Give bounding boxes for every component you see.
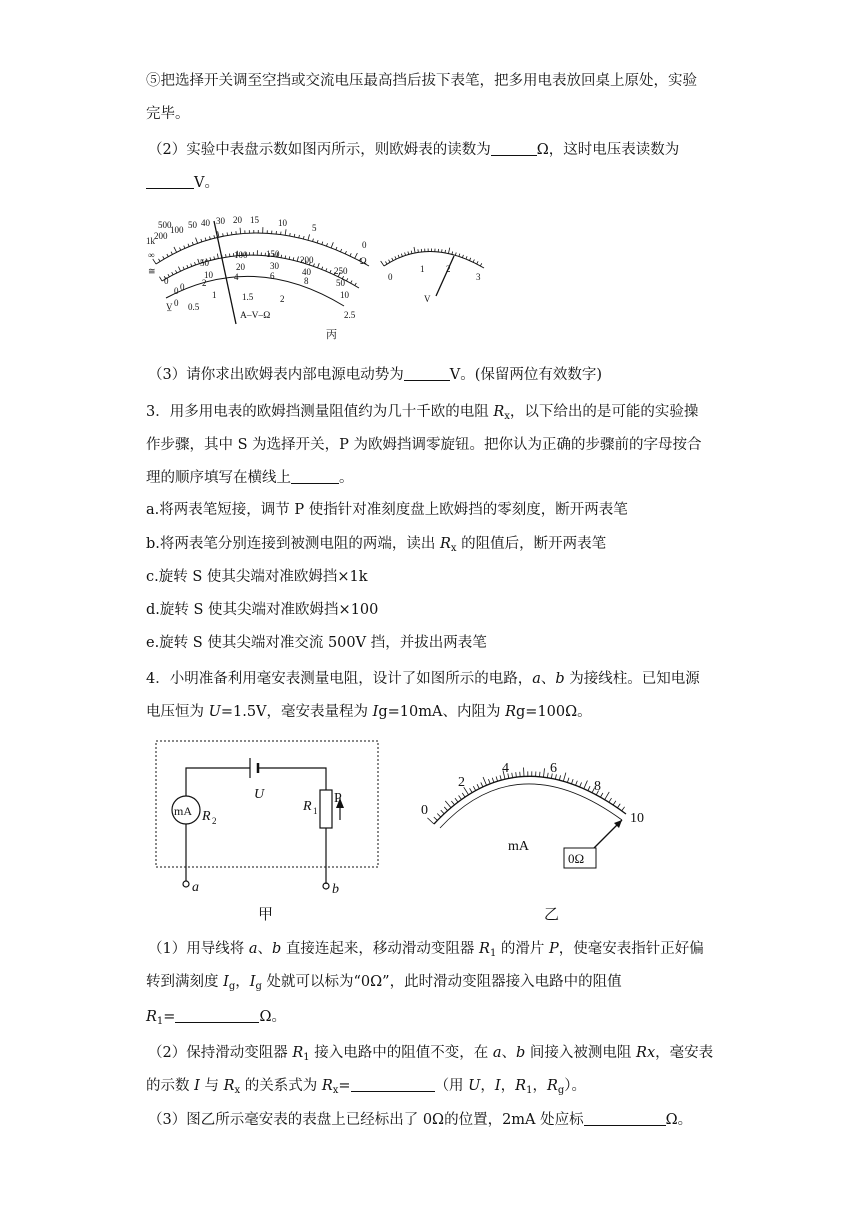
answer-blank-emf[interactable] bbox=[404, 366, 450, 381]
ohm-label: 15 bbox=[250, 215, 259, 225]
scale-tick bbox=[405, 253, 406, 256]
scale-tick bbox=[322, 242, 323, 245]
scale-tick bbox=[178, 267, 180, 272]
zero-ohm-label: 0Ω bbox=[568, 851, 585, 866]
ac-mark: ≅ bbox=[148, 266, 156, 276]
ma-scale-label: 4 bbox=[502, 761, 509, 776]
scale-tick bbox=[584, 781, 588, 789]
r1-sub: 1 bbox=[313, 806, 318, 816]
scale-tick bbox=[345, 251, 346, 254]
volt-label: 0 bbox=[388, 272, 393, 282]
dc-label: 200 bbox=[300, 255, 314, 265]
figure-bing-meter bbox=[144, 206, 504, 344]
answer-blank-rx-formula[interactable] bbox=[351, 1077, 435, 1092]
ohm-scale-arc bbox=[156, 233, 369, 266]
scale-tick bbox=[567, 778, 569, 783]
scale-tick bbox=[576, 781, 578, 786]
meter-needle bbox=[214, 221, 236, 324]
scale-tick bbox=[395, 256, 396, 259]
scale-tick bbox=[294, 234, 295, 237]
q3-line3: 理的顺序填写在横线上 。 bbox=[146, 470, 354, 486]
scale-tick bbox=[617, 804, 620, 808]
mid-label: 10 bbox=[340, 290, 349, 300]
scale-tick bbox=[500, 775, 501, 780]
scale-tick bbox=[214, 235, 215, 238]
scale-tick bbox=[588, 786, 590, 791]
ohm-label: 0 bbox=[362, 240, 367, 250]
scale-tick bbox=[609, 798, 612, 802]
scale-tick bbox=[183, 267, 184, 270]
scale-tick bbox=[408, 252, 409, 255]
scale-tick bbox=[459, 795, 462, 799]
dc-label: 0 bbox=[164, 276, 169, 286]
figure-caption-jia: 甲 bbox=[258, 907, 274, 923]
dc-label-2: 50 bbox=[336, 278, 345, 288]
scale-tick bbox=[201, 239, 202, 242]
dc-label-2: 0 bbox=[174, 286, 179, 296]
figure-caption-yi: 乙 bbox=[544, 907, 560, 923]
q2-question: （2）实验中表盘示数如图丙所示，则欧姆表的读数为 Ω，这时电压表读数为 bbox=[148, 142, 680, 158]
scale-tick bbox=[171, 252, 172, 255]
ohm-label: 40 bbox=[201, 218, 210, 228]
volt-unit: V bbox=[424, 294, 431, 304]
q3-option-c: c.旋转 S 使其尖端对准欧姆挡×1k bbox=[146, 569, 368, 585]
a-label: a bbox=[192, 880, 199, 895]
scale-tick bbox=[401, 254, 402, 257]
q3-option-d: d.旋转 S 使其尖端对准欧姆挡×100 bbox=[146, 602, 379, 618]
scale-tick bbox=[350, 253, 351, 256]
scale-tick bbox=[448, 248, 449, 254]
ohm-label: 200 bbox=[154, 231, 168, 241]
q4-part3: （3）图乙所示毫安表的表盘上已经标出了 0Ω的位置，2mA 处应标 Ω。 bbox=[148, 1112, 693, 1128]
mid-label: 8 bbox=[304, 276, 309, 286]
scale-tick bbox=[437, 813, 440, 817]
scale-tick bbox=[336, 247, 337, 250]
ohm-label: 50 bbox=[188, 220, 197, 230]
q3-line1: 3．用多用电表的欧姆挡测量阻值约为几十千欧的电阻 $R_x$，以下给出的是可能的实验操 bbox=[146, 404, 699, 422]
scale-tick bbox=[351, 281, 352, 284]
scale-tick bbox=[355, 253, 358, 258]
scale-tick bbox=[451, 801, 454, 805]
scale-tick bbox=[214, 256, 215, 259]
scale-tick bbox=[466, 256, 467, 259]
scale-tick bbox=[210, 236, 211, 239]
scale-tick bbox=[172, 272, 173, 275]
r2-label: R bbox=[202, 809, 211, 824]
volt-label: 3 bbox=[476, 272, 481, 282]
ma-scale-label: 8 bbox=[594, 779, 601, 794]
scale-tick bbox=[205, 238, 206, 241]
scale-tick bbox=[459, 254, 460, 257]
scale-tick bbox=[392, 258, 393, 261]
scale-tick bbox=[299, 235, 300, 238]
scale-tick bbox=[483, 777, 487, 785]
scale-tick bbox=[217, 254, 218, 259]
scale-tick bbox=[477, 261, 478, 264]
scale-tick bbox=[441, 810, 444, 814]
ohm-label: 1k bbox=[146, 236, 155, 246]
scale-tick bbox=[473, 260, 474, 263]
scale-tick bbox=[355, 283, 356, 286]
scale-tick bbox=[285, 229, 286, 235]
scale-tick bbox=[195, 262, 196, 265]
volt-label: 1 bbox=[420, 264, 425, 274]
scale-tick bbox=[455, 798, 458, 802]
ohm-label: 20 bbox=[233, 215, 242, 225]
ohm-label: 30 bbox=[216, 216, 225, 226]
scale-tick bbox=[281, 255, 282, 258]
scale-tick bbox=[480, 263, 481, 266]
answer-blank-order[interactable] bbox=[291, 469, 339, 484]
ma-scale-label: 0 bbox=[421, 803, 428, 818]
ma-scale-label: 10 bbox=[630, 811, 644, 826]
scale-tick bbox=[326, 243, 327, 246]
volt-needle bbox=[436, 256, 454, 296]
step5-line2: 完毕。 bbox=[146, 106, 190, 122]
dc-label-2: 40 bbox=[302, 267, 311, 277]
scale-tick bbox=[492, 778, 494, 783]
scale-tick bbox=[290, 233, 291, 236]
answer-blank-volt[interactable] bbox=[146, 174, 194, 189]
scale-tick bbox=[313, 239, 314, 242]
wire-left-top bbox=[186, 768, 250, 796]
scale-tick bbox=[571, 779, 573, 784]
scale-tick bbox=[605, 792, 610, 800]
scale-tick bbox=[563, 773, 565, 782]
mid-label: 6 bbox=[270, 271, 275, 281]
scale-tick bbox=[445, 250, 446, 253]
terminal-a bbox=[183, 881, 189, 887]
scale-tick bbox=[163, 256, 165, 259]
scale-tick bbox=[477, 784, 479, 788]
dc-mark: V̲ bbox=[166, 302, 173, 312]
scale-tick bbox=[462, 793, 465, 797]
scale-tick bbox=[191, 264, 192, 267]
scale-tick bbox=[240, 228, 241, 234]
dc-label: 100 bbox=[234, 250, 248, 260]
q4-part1-line1: （1）用导线将 a、b 直接连起来，移动滑动变阻器 $R_1$ 的滑片 P，使毫安表指针正好偏 bbox=[148, 941, 704, 959]
scale-tick bbox=[297, 256, 298, 261]
ac-label: 2.5 bbox=[344, 310, 356, 320]
infinity-mark: ∞ bbox=[148, 250, 155, 260]
scale-tick bbox=[470, 788, 473, 792]
scale-tick bbox=[452, 251, 453, 254]
ac-label: 1.5 bbox=[242, 292, 254, 302]
scale-tick bbox=[488, 779, 490, 784]
scale-tick bbox=[381, 261, 384, 266]
scale-tick bbox=[159, 259, 161, 262]
b-label: b bbox=[332, 882, 339, 897]
scale-tick bbox=[496, 776, 497, 781]
ac-label: 1 bbox=[212, 290, 217, 300]
scale-tick bbox=[341, 249, 342, 252]
scale-tick bbox=[473, 786, 475, 790]
figure-yi-milliammeter bbox=[418, 752, 658, 924]
ac-label: 2 bbox=[280, 294, 285, 304]
q2-part3: （3）请你求出欧姆表内部电源电动势为 V。(保留两位有效数字) bbox=[148, 367, 603, 383]
ohm-label: 100 bbox=[170, 225, 184, 235]
ma-scale-label: 6 bbox=[550, 761, 557, 776]
q3-option-b: b.将两表笔分别连接到被测电阻的两端，读出 $R_x$ 的阻值后，断开两表笔 bbox=[146, 536, 607, 554]
scale-tick bbox=[481, 782, 483, 787]
scale-tick bbox=[159, 277, 162, 281]
scale-tick bbox=[184, 246, 185, 249]
scale-tick bbox=[179, 248, 180, 251]
q4-part1-line3: $R_1= \Omega$。 bbox=[146, 1009, 286, 1027]
scale-tick bbox=[308, 234, 310, 240]
scale-tick bbox=[346, 278, 347, 281]
dc-scale-arc bbox=[162, 255, 359, 288]
scale-tick bbox=[223, 233, 224, 236]
q4-line2: 电压恒为 U=1.5V，毫安表量程为 Ig=10mA、内阻为 Rg=100Ω。 bbox=[146, 704, 592, 720]
dc-label: 50 bbox=[200, 258, 209, 268]
u-label: U bbox=[254, 787, 265, 802]
scale-tick bbox=[516, 772, 517, 777]
scale-tick bbox=[444, 807, 447, 811]
ohm-symbol: Ω bbox=[360, 256, 367, 266]
scale-tick bbox=[559, 775, 560, 780]
scale-tick bbox=[330, 270, 331, 273]
scale-tick bbox=[227, 232, 228, 235]
scale-tick bbox=[462, 255, 463, 258]
scale-tick bbox=[175, 270, 176, 273]
q3-line2: 作步骤，其中 S 为选择开关，P 为欧姆挡调零旋钮。把你认为正确的步骤前的字母按合 bbox=[146, 437, 702, 453]
q4-part2-line1: （2）保持滑动变阻器 $R_1$ 接入电路中的阻值不变，在 a、b 间接入被测电阻 Rx，毫安表 bbox=[148, 1045, 714, 1063]
q4-part1-line2: 转到满刻度 $I_g$，$I_g$ 处就可以标为“0Ω”，此时滑动变阻器接入电路中的阻值 bbox=[146, 974, 622, 992]
scale-tick bbox=[210, 257, 211, 260]
ma-label: mA bbox=[174, 804, 192, 818]
scale-tick bbox=[427, 818, 434, 824]
volt-scale-arc bbox=[384, 251, 484, 268]
answer-blank-r1[interactable] bbox=[175, 1008, 259, 1023]
scale-tick bbox=[222, 255, 223, 258]
scale-tick bbox=[192, 242, 193, 245]
rheostat-R1 bbox=[320, 790, 332, 828]
dc-label: 150 bbox=[266, 249, 280, 259]
scale-tick bbox=[289, 256, 290, 259]
scale-tick bbox=[580, 782, 582, 787]
q4-part2-line2: 的示数 I 与 $R_x$ 的关系式为 $R_x=$ （用 U，I，$R_1$，$R_g$）。 bbox=[146, 1078, 587, 1096]
q3-option-a: a.将两表笔短接，调节 P 使指针对准刻度盘上欧姆挡的零刻度，断开两表笔 bbox=[146, 502, 628, 518]
scale-tick bbox=[389, 260, 390, 263]
dc-label-2: 30 bbox=[270, 261, 279, 271]
scale-tick bbox=[188, 244, 189, 247]
ma-unit-label: mA bbox=[508, 839, 529, 854]
ohm-label: 500 bbox=[158, 220, 172, 230]
r2-sub: 2 bbox=[212, 816, 217, 826]
scale-tick bbox=[313, 264, 314, 267]
scale-tick bbox=[398, 255, 399, 258]
ac-label: 0 bbox=[174, 298, 179, 308]
scale-tick bbox=[196, 238, 198, 244]
scale-tick bbox=[512, 773, 513, 778]
q4-line1: 4．小明准备利用毫安表测量电阻，设计了如图所示的电路，a、b 为接线柱。已知电源 bbox=[146, 671, 700, 687]
scale-tick bbox=[322, 267, 323, 270]
figure-jia-circuit bbox=[150, 736, 390, 924]
volt-label: 2 bbox=[446, 264, 451, 274]
scale-tick bbox=[411, 251, 412, 254]
scale-tick bbox=[622, 807, 625, 811]
q2-question-cont: V。 bbox=[146, 173, 219, 193]
step5-line1: ⑤把选择开关调至空挡或交流电压最高挡后拔下表笔，把多用电表放回桌上原处，实验 bbox=[146, 73, 697, 89]
r1-label: R bbox=[303, 799, 312, 814]
scale-tick bbox=[414, 247, 415, 253]
answer-blank-2ma[interactable] bbox=[584, 1111, 666, 1126]
ohm-label: 10 bbox=[278, 218, 287, 228]
scale-tick bbox=[167, 254, 168, 257]
mid-label: 2 bbox=[202, 278, 207, 288]
scale-tick bbox=[434, 817, 438, 820]
ac-label: 0.5 bbox=[188, 302, 200, 312]
scale-tick bbox=[385, 262, 387, 265]
scale-tick bbox=[331, 242, 333, 248]
wire-right-top bbox=[258, 768, 326, 790]
scale-tick bbox=[318, 263, 320, 268]
q3-option-e: e.旋转 S 使其尖端对准交流 500V 挡，并拔出两表笔 bbox=[146, 635, 487, 651]
scale-tick bbox=[303, 236, 304, 239]
scale-tick bbox=[455, 252, 456, 255]
ohm-label: 5 bbox=[312, 223, 317, 233]
scale-tick bbox=[293, 257, 294, 260]
scale-tick bbox=[445, 801, 451, 808]
p-label: P bbox=[334, 791, 342, 806]
dc-label-2: 10 bbox=[204, 270, 213, 280]
scale-tick bbox=[285, 256, 286, 259]
scale-tick bbox=[547, 773, 548, 778]
scale-tick bbox=[613, 801, 616, 805]
answer-blank-ohm[interactable] bbox=[491, 141, 537, 156]
scale-tick bbox=[326, 268, 327, 271]
scale-tick bbox=[187, 265, 188, 268]
scale-tick bbox=[543, 768, 544, 777]
scale-tick bbox=[317, 240, 318, 243]
meter-brand: A–V–Ω bbox=[240, 311, 271, 321]
mid-label: 4 bbox=[234, 272, 239, 282]
ma-scale-label: 2 bbox=[458, 775, 465, 790]
dc-label-2: 20 bbox=[236, 262, 245, 272]
mid-label: 0 bbox=[180, 282, 185, 292]
figure-caption-bing: 丙 bbox=[326, 329, 337, 341]
scale-tick bbox=[174, 247, 177, 252]
scale-tick bbox=[470, 258, 471, 261]
dc-label: 250 bbox=[334, 266, 348, 276]
